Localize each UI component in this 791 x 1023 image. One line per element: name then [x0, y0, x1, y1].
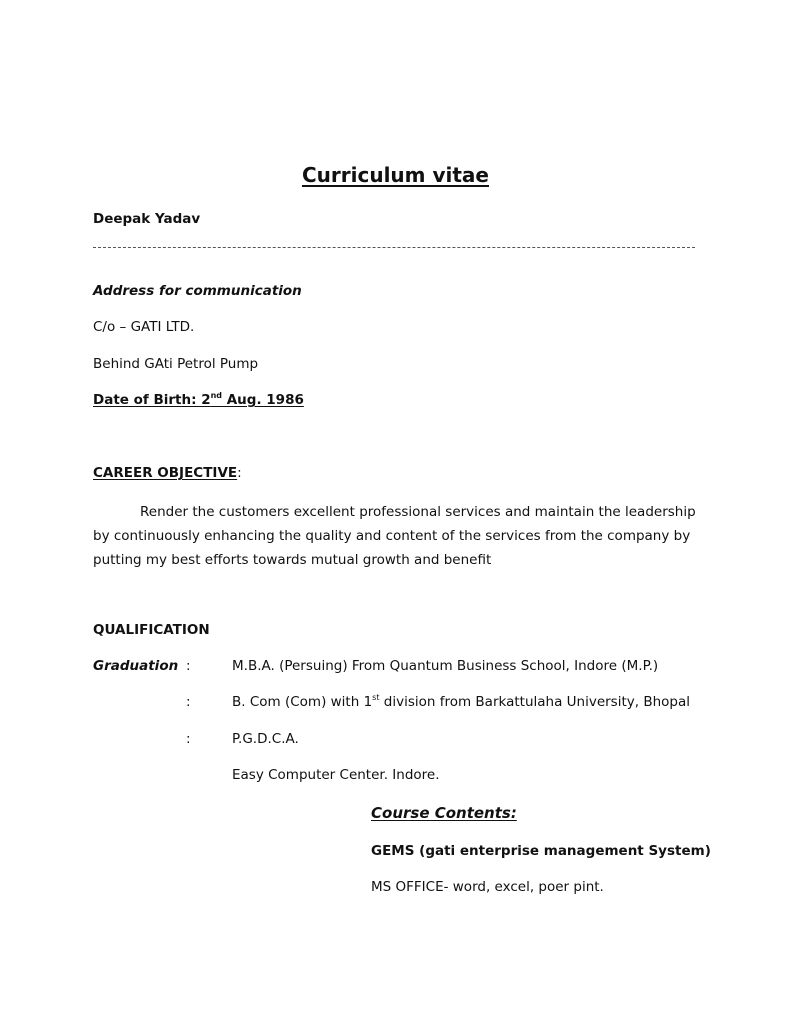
address-heading: Address for communication — [93, 283, 302, 299]
qualification-heading: QUALIFICATION — [93, 622, 210, 638]
qualification-pgdca: P.G.D.C.A. — [232, 731, 299, 747]
objective-line-2: by continuously enhancing the quality and content of the services from the company by — [93, 528, 691, 544]
qualification-colon-1: : — [186, 658, 191, 674]
candidate-name: Deepak Yadav — [93, 211, 201, 227]
course-gems: GEMS (gati enterprise management System) — [371, 843, 711, 859]
course-contents-heading: Course Contents: — [371, 804, 517, 822]
bcom-suffix: division from Barkattulaha University, Bhopal — [379, 694, 690, 710]
document-title: Curriculum vitae — [301, 163, 489, 187]
bcom-superscript: st — [372, 693, 380, 702]
qualification-colon-2: : — [186, 694, 191, 710]
career-objective-text — [93, 500, 703, 572]
qualification-pgdca-center: Easy Computer Center. Indore. — [232, 767, 440, 783]
career-objective-colon: : — [237, 465, 242, 481]
career-objective-heading: CAREER OBJECTIVE — [93, 465, 238, 481]
career-objective-heading-row — [93, 464, 242, 482]
objective-line-1: Render the customers excellent professional services and maintain the leadership — [140, 504, 696, 520]
bcom-prefix: B. Com (Com) with 1 — [232, 694, 373, 710]
date-of-birth — [93, 391, 304, 409]
dob-suffix: Aug. 1986 — [222, 392, 304, 408]
address-line-2: Behind GAti Petrol Pump — [93, 356, 259, 372]
objective-line-3: putting my best efforts towards mutual growth and benefit — [93, 552, 492, 568]
dob-prefix: Date of Birth: 2 — [93, 392, 211, 408]
qualification-bcom — [232, 693, 690, 711]
address-line-1: C/o – GATI LTD. — [93, 319, 195, 335]
dashed-divider — [93, 247, 695, 248]
qualification-colon-3: : — [186, 731, 191, 747]
dob-superscript: nd — [210, 391, 223, 400]
graduation-label: Graduation — [93, 658, 179, 674]
qualification-mba: M.B.A. (Persuing) From Quantum Business School, Indore (M.P.) — [232, 658, 659, 674]
course-ms-office: MS OFFICE- word, excel, poer pint. — [371, 879, 604, 895]
